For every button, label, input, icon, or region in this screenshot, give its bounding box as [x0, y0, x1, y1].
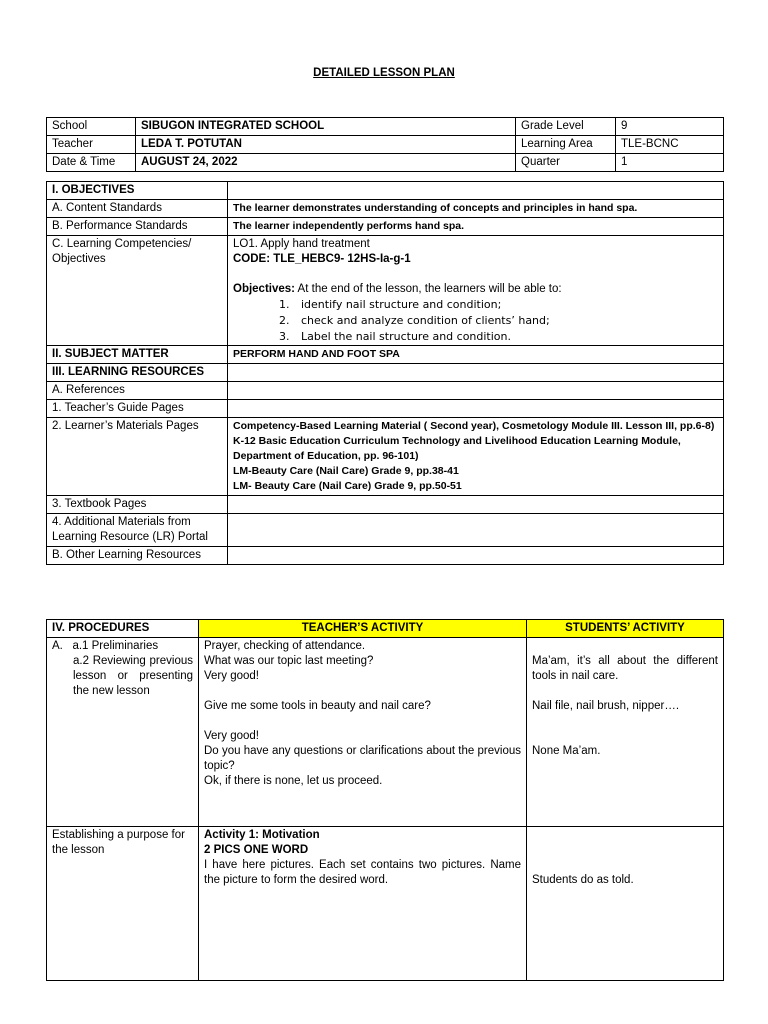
- preliminaries-label-b: a.2 Reviewing previous lesson or presenting the new lesson: [73, 655, 193, 697]
- activity-subtitle: 2 PICS ONE WORD: [204, 844, 309, 856]
- area-value: TLE-BCNC: [616, 136, 724, 154]
- subject-matter-value: PERFORM HAND AND FOOT SPA: [228, 346, 724, 364]
- objectives-heading: I. OBJECTIVES: [47, 182, 228, 200]
- objectives-lead-rest: At the end of the lesson, the learners will be able to:: [295, 283, 562, 295]
- teacher-label: Teacher: [47, 136, 136, 154]
- teacher-activity-heading: TEACHER’S ACTIVITY: [199, 620, 527, 638]
- grade-value: 9: [616, 118, 724, 136]
- teacher-row: [47, 136, 724, 154]
- teacher-value: LEDA T. POTUTAN: [136, 136, 516, 154]
- teacher-line: Very good!: [204, 730, 259, 742]
- students-activity-heading: STUDENTS’ ACTIVITY: [527, 620, 724, 638]
- learning-resources-heading: III. LEARNING RESOURCES: [47, 364, 228, 382]
- header-table: [46, 117, 724, 172]
- teacher-line: Very good!: [204, 670, 259, 682]
- preliminaries-label-a: A. a.1 Preliminaries: [52, 640, 159, 652]
- lm-line: LM-Beauty Care (Nail Care) Grade 9, pp.38-41: [233, 465, 459, 477]
- quarter-value: 1: [616, 154, 724, 172]
- activity-text: I have here pictures. Each set contains two pictures. Name the picture to form the desired word.: [204, 859, 521, 886]
- lm-line: K-12 Basic Education Curriculum Technology and Livelihood Education Learning Module, Department of Education, pp. 96-101): [233, 435, 681, 462]
- teachers-guide-label: 1. Teacher’s Guide Pages: [47, 400, 228, 418]
- preliminaries-label: [47, 638, 199, 827]
- purpose-label: Establishing a purpose for the lesson: [47, 827, 199, 981]
- lo-line: LO1. Apply hand treatment: [233, 238, 370, 250]
- date-label: Date & Time: [47, 154, 136, 172]
- student-response: None Ma’am.: [532, 745, 601, 757]
- motivation-cell: [199, 827, 527, 981]
- competencies-cell: [228, 236, 724, 346]
- teacher-line: Give me some tools in beauty and nail care?: [204, 700, 431, 712]
- school-row: [47, 118, 724, 136]
- code-line: CODE: TLE_HEBC9- 12HS-Ia-g-1: [233, 253, 411, 265]
- objectives-lead-bold: Objectives:: [233, 283, 295, 295]
- document-title: DETAILED LESSON PLAN: [313, 67, 455, 79]
- teacher-line: Prayer, checking of attendance.: [204, 640, 366, 652]
- subject-matter-heading: II. SUBJECT MATTER: [47, 346, 228, 364]
- performance-standards-value: The learner independently performs hand spa.: [228, 218, 724, 236]
- teacher-line: Ok, if there is none, let us proceed.: [204, 775, 383, 787]
- objective-item: 1. identify nail structure and condition;: [293, 297, 718, 313]
- learners-materials-label: 2. Learner’s Materials Pages: [47, 418, 228, 496]
- teacher-line: What was our topic last meeting?: [204, 655, 374, 667]
- school-value: SIBUGON INTEGRATED SCHOOL: [136, 118, 516, 136]
- activity-title: Activity 1: Motivation: [204, 829, 320, 841]
- references-label: A. References: [47, 382, 228, 400]
- additional-materials-label: 4. Additional Materials from Learning Resource (LR) Portal: [47, 514, 228, 547]
- grade-label: Grade Level: [516, 118, 616, 136]
- student-response: Students do as told.: [532, 874, 634, 886]
- competencies-label: C. Learning Competencies/ Objectives: [47, 236, 228, 346]
- students-motivation-cell: [527, 827, 724, 981]
- procedures-heading: IV. PROCEDURES: [47, 620, 199, 638]
- school-label: School: [47, 118, 136, 136]
- student-response: Ma’am, it’s all about the different tools in nail care.: [532, 655, 718, 682]
- content-standards-label: A. Content Standards: [47, 200, 228, 218]
- date-row: [47, 154, 724, 172]
- area-label: Learning Area: [516, 136, 616, 154]
- student-response: Nail file, nail brush, nipper….: [532, 700, 680, 712]
- teacher-activity-cell: [199, 638, 527, 827]
- date-value: AUGUST 24, 2022: [136, 154, 516, 172]
- content-standards-value: The learner demonstrates understanding of concepts and principles in hand spa.: [228, 200, 724, 218]
- textbook-label: 3. Textbook Pages: [47, 496, 228, 514]
- teacher-line: Do you have any questions or clarifications about the previous topic?: [204, 745, 521, 772]
- objectives-table: [46, 181, 724, 565]
- objective-item: 3. Label the nail structure and condition.: [293, 329, 718, 345]
- learners-materials-cell: [228, 418, 724, 496]
- objective-item: 2. check and analyze condition of clients’ hand;: [293, 313, 718, 329]
- lm-line: LM- Beauty Care (Nail Care) Grade 9, pp.50-51: [233, 480, 462, 492]
- objectives-lead: [233, 282, 718, 297]
- performance-standards-label: B. Performance Standards: [47, 218, 228, 236]
- other-resources-label: B. Other Learning Resources: [47, 547, 228, 565]
- objectives-list: [233, 297, 718, 345]
- lm-line: Competency-Based Learning Material ( Second year), Cosmetology Module III. Lesson III, pp.6-8): [233, 420, 715, 432]
- students-activity-cell: [527, 638, 724, 827]
- procedures-table: [46, 619, 724, 981]
- quarter-label: Quarter: [516, 154, 616, 172]
